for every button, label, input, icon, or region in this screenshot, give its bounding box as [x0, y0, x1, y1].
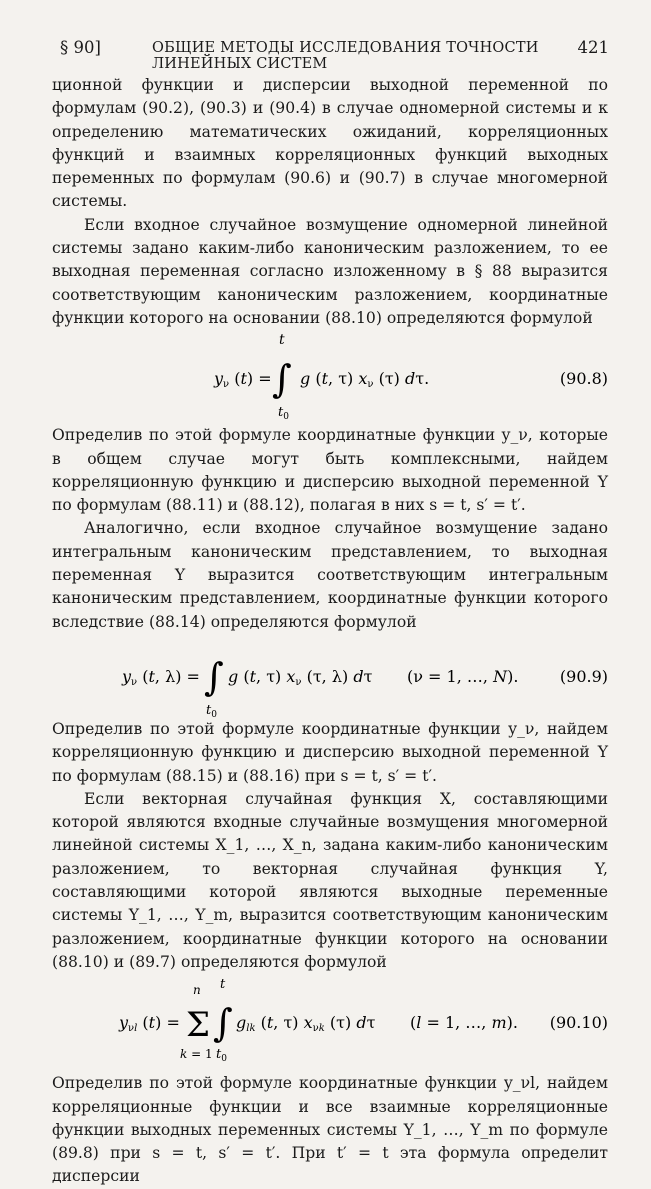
paragraph-4: Аналогично, если входное случайное возмущение задано интегральным каноническим представлением, то выходная переменная Y выразится соответствующим интегральным каноническим представлением, координатные функции которого вследствие (88.14) определяются формулой [52, 519, 608, 631]
sum-sign: Σ [186, 1005, 211, 1046]
equation-condition: (ν = 1, …, N). [407, 666, 519, 686]
equation-90-9-lhs: yν (t, λ) = [122, 666, 200, 688]
integral-lower-limit: $t_0$ [206, 702, 217, 720]
integral-upper-limit: t [220, 977, 226, 993]
running-header [60, 38, 609, 72]
sum-lower-limit: k = 1 [180, 1047, 213, 1062]
paragraph-2: Если входное случайное возмущение одномерной линейной системы задано каким-либо каноническим разложением, то ее выходная переменная согласно изложенному в § 88 выразится соответствующим каноническим разложением, координатные функции которого на основании (88.10) определяются формулой [52, 215, 608, 327]
paragraph-3: Определив по этой формуле координатные функции y_ν, которые в общем случае могут быть комплексными, найдем корреляционную функцию и дисперсию выходной переменной Y по формулам (88.11) и (88.12), полагая в них s = t, s′ = t′. [52, 426, 608, 515]
equation-label: (90.10) [549, 1013, 608, 1033]
integral-lower-limit: $t_0$ [278, 405, 289, 423]
equation-90-10-rhs: glk (t, τ) xνk (τ) dτ [236, 1013, 376, 1035]
page-number: 421 [577, 38, 609, 57]
paragraph-7: Определив по этой формуле координатные функции y_νl, найдем корреляционные функции и все взаимные корреляционные функции выходных переменных системы Y_1, …, Y_m по формуле (89.8) при s = t, s′ = t′. При t′ = t эта формула определит дисперсии [52, 1074, 608, 1186]
equation-90-8-rhs: g (t, τ) xν (τ) dτ. [300, 369, 430, 391]
section-mark: § 90] [60, 38, 101, 57]
paragraph-6: Если векторная случайная функция X, составляющими которой являются входные случайные возмущения многомерной линейной системы X_1, …, X_n, задана каким-либо каноническим разложением, то векторная случайная функция Y, составляющими которой являются выходные переменные системы Y_1, …, Y_m, выразится соответствующим каноническим разложением, координатные функции которого на основании (88.10) и (89.7) определяются формулой [52, 789, 608, 971]
equation-90-8 [52, 330, 608, 424]
integral-sign: ∫ [213, 1001, 233, 1046]
equation-condition: (l = 1, …, m). [410, 1013, 518, 1033]
equation-label: (90.9) [559, 666, 608, 686]
equation-90-9-graphic [52, 634, 608, 718]
equation-90-9 [52, 634, 608, 718]
paragraph-5: Определив по этой формуле координатные функции y_ν, найдем корреляционную функцию и дисперсию выходной переменной Y по формулам (88.15) и (88.16) при s = t, s′ = t′. [52, 719, 608, 785]
running-title: ОБЩИЕ МЕТОДЫ ИССЛЕДОВАНИЯ ТОЧНОСТИ ЛИНЕЙНЫХ СИСТЕМ [152, 40, 539, 72]
equation-label: (90.8) [559, 369, 608, 389]
paragraph-1: ционной функции и дисперсии выходной переменной по формулам (90.2), (90.3) и (90.4) в случае одномерной системы и к определению математических ожиданий, корреляционных функций и взаимных корреляционных функций выходных переменных по формулам (90.6) и (90.7) в случае многомерной системы. [52, 76, 608, 211]
integral-sign: ∫ [272, 357, 292, 402]
integral-sign: ∫ [204, 654, 224, 699]
equation-90-8-graphic [52, 330, 608, 424]
integral-upper-limit: t [279, 332, 285, 349]
sum-upper-limit: n [193, 983, 201, 998]
page-body [52, 74, 608, 1189]
equation-90-10-graphic [52, 974, 608, 1072]
integral-lower-limit: $t_0$ [216, 1047, 227, 1065]
equation-90-10 [52, 974, 608, 1072]
equation-90-10-lhs: yνl (t) = [119, 1013, 180, 1035]
equation-90-9-rhs: g (t, τ) xν (τ, λ) dτ [228, 666, 373, 688]
equation-90-8-lhs: yν (t) = [214, 369, 272, 391]
